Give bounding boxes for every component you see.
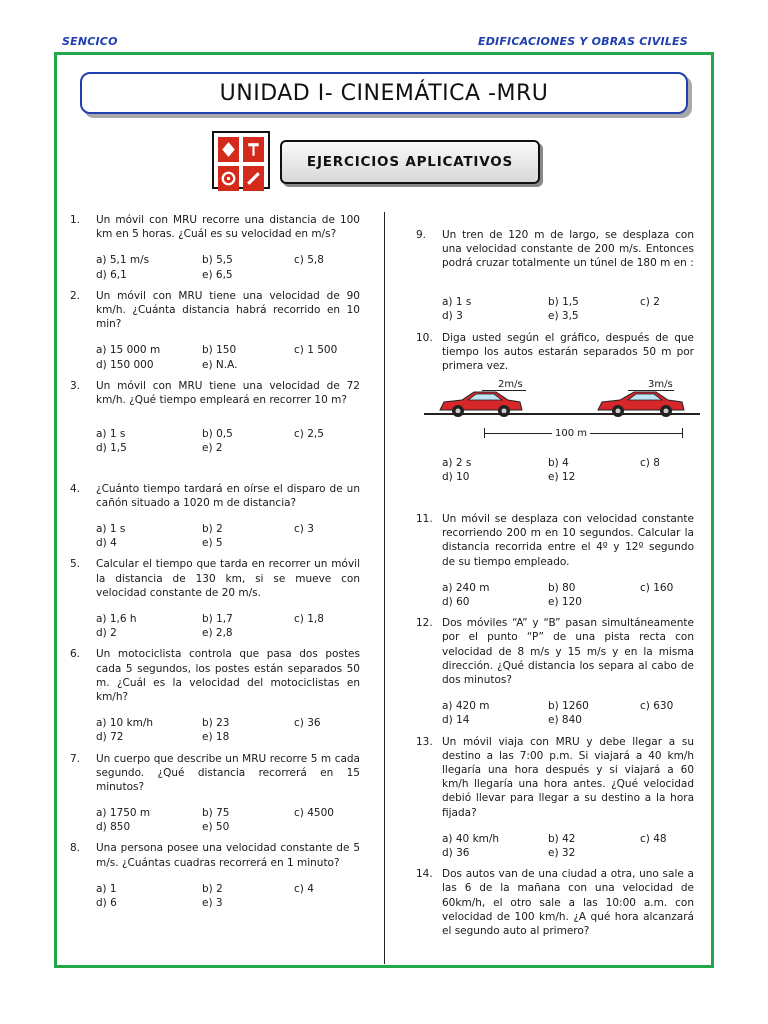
answer-options: [96, 253, 360, 281]
option-c: c) 630: [640, 700, 674, 713]
option-c: c) 2: [640, 295, 660, 308]
option-d: d) 150 000: [96, 358, 154, 371]
question-stem: Calcular el tiempo que tarda en recorrer un móvil la distancia de 130 km, si se mueve con velocidad constante de 20 m/s.: [96, 558, 360, 599]
option-c: c) 4: [294, 882, 314, 895]
option-e: e) 3,5: [548, 309, 579, 322]
option-e: e) 50: [202, 821, 230, 834]
question-stem: Un tren de 120 m de largo, se desplaza con una velocidad constante de 200 m/s. Entonces podrá cruzar totalmente un túnel de 180 m en :: [442, 229, 694, 270]
question-stem: Un móvil con MRU recorre una distancia de 100 km en 5 horas. ¿Cuál es su velocidad en m/s?: [96, 214, 360, 241]
question-stem: Dos autos van de una ciudad a otra, uno sale a las 6 de la mañana con una velocidad de 60km/h, el otro sale a las 10:00 a.m. con velocidad de 100 km/h. ¿A qué hora alcanzará el segundo auto al primero?: [442, 868, 694, 937]
option-a: a) 240 m: [442, 581, 490, 594]
question-10: [416, 331, 694, 484]
header-left: SENCICO: [62, 35, 118, 48]
option-a: a) 1 s: [96, 522, 126, 535]
option-c: c) 36: [294, 717, 321, 730]
exercises-banner-label: EJERCICIOS APLICATIVOS: [306, 154, 514, 170]
option-e: e) 12: [548, 470, 576, 483]
option-a: a) 1 s: [442, 295, 472, 308]
question-stem: Dos móviles “A” y “B” pasan simultáneamente por el punto “P” de una pista recta con velocidad de 8 m/s y 15 m/s y en la misma dirección. ¿Qué distancia los separa al cabo de dos minutos?: [442, 617, 694, 686]
question-5: [70, 557, 360, 640]
question-2: [70, 289, 360, 372]
option-c: c) 1 500: [294, 344, 338, 357]
option-e: e) 2,8: [202, 627, 233, 640]
option-a: a) 2 s: [442, 456, 472, 469]
option-d: d) 6,1: [96, 268, 127, 281]
option-e: e) 2: [202, 442, 223, 455]
option-e: e) 18: [202, 731, 230, 744]
question-8: [70, 841, 360, 910]
option-e: e) 32: [548, 846, 576, 859]
question-11: [416, 512, 694, 609]
question-3: [70, 379, 360, 456]
question-number: 4.: [70, 482, 81, 495]
distance-label: 100 m: [552, 427, 590, 441]
option-c: c) 48: [640, 832, 667, 845]
option-b: b) 75: [202, 807, 230, 820]
question-number: 10.: [416, 331, 433, 344]
distance-tick-right: [682, 428, 683, 438]
question-stem: Un móvil se desplaza con velocidad constante recorriendo 200 m en 10 segundos. Calcular la distancia recorrida entre el 4º y 12º segundo de su tiempo empleado.: [442, 512, 694, 568]
answer-options: [96, 522, 360, 550]
question-stem: Una persona posee una velocidad constante de 5 m/s. ¿Cuántas cuadras recorrerá en 1 minuto?: [96, 842, 360, 869]
question-9: [416, 228, 694, 323]
question-number: 6.: [70, 648, 81, 661]
distance-tick-left: [484, 428, 485, 438]
option-b: b) 2: [202, 522, 223, 535]
question-stem: Diga usted según el gráfico, después de que tiempo los autos estarán separados 50 m por primera vez.: [442, 331, 694, 373]
option-c: c) 1,8: [294, 612, 324, 625]
option-a: a) 10 km/h: [96, 717, 154, 730]
option-a: a) 15 000 m: [96, 344, 161, 357]
answer-options: [442, 456, 694, 484]
option-d: d) 36: [442, 846, 470, 859]
option-d: d) 72: [96, 731, 124, 744]
answer-options: [96, 716, 360, 744]
car1-speed-label: 2m/s: [498, 378, 523, 390]
answer-options: [442, 699, 694, 727]
question-stem: Un móvil con MRU tiene una velocidad de 90 km/h. ¿Cuánta distancia habrá recorrido en 10 min?: [96, 289, 360, 331]
question-12: [416, 616, 694, 727]
question-1: [70, 213, 360, 282]
answer-options: [442, 581, 694, 609]
option-a: a) 40 km/h: [442, 832, 500, 845]
sencico-logo-icon: [212, 131, 270, 189]
option-b: b) 1260: [548, 700, 589, 713]
option-d: d) 10: [442, 470, 470, 483]
question-number: 11.: [416, 512, 433, 525]
option-b: b) 1,5: [548, 295, 579, 308]
option-a: a) 5,1 m/s: [96, 254, 150, 267]
option-d: d) 6: [96, 897, 117, 910]
option-a: a) 1750 m: [96, 807, 151, 820]
option-d: d) 2: [96, 627, 117, 640]
question-number: 3.: [70, 379, 81, 392]
option-e: e) 3: [202, 897, 223, 910]
question-number: 9.: [416, 229, 427, 241]
option-c: c) 2,5: [294, 428, 324, 441]
header-right: EDIFICACIONES Y OBRAS CIVILES: [478, 35, 688, 48]
option-e: e) 6,5: [202, 268, 233, 281]
option-d: d) 1,5: [96, 442, 127, 455]
option-c: c) 8: [640, 456, 660, 469]
question-stem: ¿Cuánto tiempo tardará en oírse el disparo de un cañón situado a 1020 m de distancia?: [96, 482, 360, 509]
questions-right-column: [416, 228, 694, 938]
exercises-banner: [280, 140, 540, 184]
answer-options: [96, 343, 360, 371]
option-b: b) 150: [202, 344, 237, 357]
question-7: [70, 752, 360, 835]
option-c: c) 5,8: [294, 254, 324, 267]
question-14: [416, 867, 694, 938]
questions-left-column: [70, 213, 360, 910]
answer-options: [96, 806, 360, 834]
option-c: c) 3: [294, 522, 314, 535]
option-b: b) 80: [548, 581, 576, 594]
option-a: a) 1,6 h: [96, 612, 137, 625]
answer-options: [96, 882, 360, 910]
question-number: 5.: [70, 558, 81, 571]
question-number: 1.: [70, 214, 81, 226]
option-b: b) 0,5: [202, 428, 233, 441]
question-number: 13.: [416, 735, 433, 748]
question-stem: Un motociclista controla que pasa dos postes cada 5 segundos, los postes están separados 50 m. ¿Cuál es la velocidad del motociclistas en km/h?: [96, 648, 360, 703]
option-e: e) N.A.: [202, 358, 238, 371]
answer-options: [442, 832, 694, 860]
answer-options: [96, 427, 360, 455]
answer-options: [96, 612, 360, 640]
answer-options: [442, 295, 694, 323]
question-number: 8.: [70, 842, 81, 855]
question-number: 12.: [416, 617, 433, 630]
option-e: e) 120: [548, 595, 582, 608]
option-a: a) 1: [96, 882, 117, 895]
question-number: 7.: [70, 752, 81, 765]
question-13: [416, 735, 694, 861]
option-d: d) 4: [96, 537, 117, 550]
road-line: [424, 413, 700, 415]
option-b: b) 4: [548, 456, 569, 469]
question-stem: Un móvil con MRU tiene una velocidad de 72 km/h. ¿Qué tiempo empleará en recorrer 10 m?: [96, 379, 360, 406]
page-title: UNIDAD I- CINEMÁTICA -MRU: [80, 72, 688, 114]
question-4: [70, 482, 360, 551]
question-stem: Un cuerpo que describe un MRU recorre 5 m cada segundo. ¿Qué distancia recorrerá en 15 minutos?: [96, 752, 360, 793]
question-6: [70, 647, 360, 744]
option-b: b) 2: [202, 882, 223, 895]
option-e: e) 840: [548, 714, 582, 727]
option-c: c) 4500: [294, 807, 334, 820]
car2-speed-label: 3m/s: [648, 378, 673, 390]
option-a: a) 1 s: [96, 428, 126, 441]
question-number: 14.: [416, 868, 433, 881]
question-stem: Un móvil viaja con MRU y debe llegar a su destino a las 7:00 p.m. Si viajará a 40 km/h llegaría una hora después y si viajará a 60 km/h llegaría una hora antes. ¿Qué velocidad debió llevar para llegar a su destino a la hora fijada?: [442, 735, 694, 819]
option-b: b) 23: [202, 717, 230, 730]
option-d: d) 14: [442, 714, 470, 727]
option-b: b) 1,7: [202, 612, 233, 625]
option-c: c) 160: [640, 581, 674, 594]
column-divider: [384, 212, 385, 964]
option-d: d) 3: [442, 309, 463, 322]
option-b: b) 5,5: [202, 254, 233, 267]
question-number: 2.: [70, 289, 81, 302]
option-e: e) 5: [202, 537, 223, 550]
option-b: b) 42: [548, 832, 576, 845]
cars-figure: [416, 378, 700, 448]
option-d: d) 60: [442, 595, 470, 608]
option-a: a) 420 m: [442, 700, 490, 713]
option-d: d) 850: [96, 821, 131, 834]
